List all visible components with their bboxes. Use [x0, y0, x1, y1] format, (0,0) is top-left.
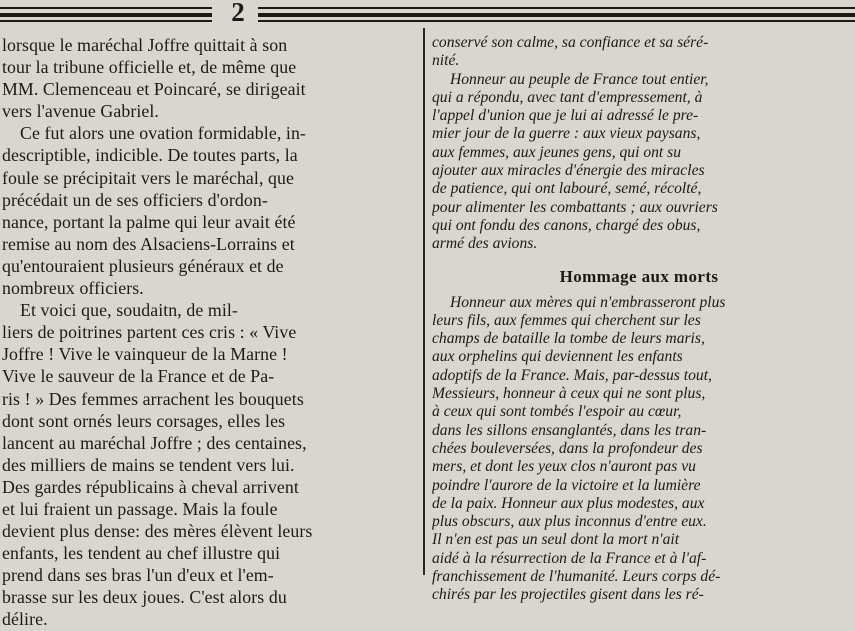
text-line: Des gardes républicains à cheval arrivent: [2, 476, 299, 497]
text-line: tour la tribune officielle et, de même que: [2, 57, 297, 78]
text-line: enfants, les tendent au chef illustre qui: [2, 543, 281, 564]
text-line: adoptifs de la France. Mais, par-dessus tout,: [432, 366, 712, 384]
text-line: des milliers de mains se tendent vers lui.: [2, 454, 295, 475]
text-line: leurs fils, aux femmes qui cherchent sur les: [432, 311, 701, 329]
text-line: l'appel d'union que je lui ai adressé le pre-: [432, 107, 699, 125]
text-line: aux femmes, aux jeunes gens, qui ont su: [432, 143, 682, 161]
text-line: plus obscurs, aux plus inconnus d'entre eux.: [432, 513, 707, 531]
text-line: chées bouleversées, dans la profondeur des: [432, 439, 703, 457]
text-line: vers l'avenue Gabriel.: [2, 101, 159, 122]
text-line: prend dans ses bras l'un d'eux et l'em-: [2, 565, 274, 586]
page-number: 2: [231, 0, 245, 27]
text-line: foule se précipitait vers le maréchal, que: [2, 167, 295, 188]
text-line: conservé son calme, sa confiance et sa séré-: [432, 34, 709, 51]
text-line: mier jour de la guerre : aux vieux paysans,: [432, 125, 701, 143]
text-line: armé des avions.: [432, 235, 538, 253]
text-line: MM. Clemenceau et Poincaré, se dirigeait: [2, 79, 306, 100]
page-header: [0, 0, 855, 27]
text-line: poindre l'aurore de la victoire et la lumière: [432, 476, 701, 494]
text-line: dans les sillons ensanglantés, dans les tran-: [432, 421, 707, 439]
text-line: champs de bataille la tombe de leurs maris,: [432, 330, 705, 348]
text-line: liers de poitrines partent ces cris : « Vive: [2, 322, 297, 343]
text-line: Honneur aux mères qui n'embrasseront plus: [450, 293, 726, 311]
header-rule-line: [0, 20, 212, 22]
article-paragraph: [432, 71, 846, 254]
text-line: Et voici que, soudaitn, de mil-: [20, 300, 238, 321]
text-line: ris ! » Des femmes arrachent les bouquets: [2, 388, 304, 409]
text-line: lorsque le maréchal Joffre quittait à son: [2, 35, 288, 55]
text-line: devient plus dense: des mères élèvent leurs: [2, 521, 313, 542]
text-line: de la paix. Honneur aux plus modestes, aux: [432, 494, 705, 512]
header-rule-line: [258, 20, 855, 22]
text-line: de patience, qui ont labouré, semé, récolté,: [432, 180, 702, 198]
text-line: mers, et dont les yeux clos n'auront pas vu: [432, 458, 696, 476]
text-line: Messieurs, honneur à ceux qui ne sont plus,: [432, 385, 706, 403]
article-paragraph: [432, 294, 846, 605]
text-line: Vive le sauveur de la France et de Pa-: [2, 366, 275, 387]
header-rule-line: [0, 7, 212, 9]
article-paragraph: [432, 34, 846, 71]
text-line: délire.: [2, 609, 48, 630]
text-line: aux orphelins qui deviennent les enfants: [432, 348, 683, 366]
text-line: nance, portant la palme qui leur avait été: [2, 211, 296, 232]
text-line: remise au nom des Alsaciens-Lorrains et: [2, 233, 295, 254]
text-line: qu'entouraient plusieurs généraux et de: [2, 255, 284, 276]
column-divider: [423, 28, 425, 575]
header-rule-line: [0, 13, 212, 17]
text-line: et lui fraient un passage. Mais la foule: [2, 498, 278, 519]
text-line: pour alimenter les combattants ; aux ouvriers: [432, 198, 718, 216]
text-line: chirés par les projectiles gisent dans les ré-: [432, 586, 704, 604]
text-line: Il n'en est pas un seul dont la mort n'ait: [432, 531, 680, 549]
text-line: Joffre ! Vive le vainqueur de la Marne !: [2, 344, 288, 365]
left-column: [2, 34, 416, 631]
text-line: qui ont fondu des canons, chargé des obus,: [432, 216, 701, 234]
header-rule-line: [258, 7, 855, 9]
text-line: nombreux officiers.: [2, 278, 144, 299]
text-line: franchissement de l'humanité. Leurs corps dé-: [432, 568, 721, 586]
text-line: nité.: [432, 52, 460, 70]
text-line: ajouter aux miracles d'énergie des miracles: [432, 162, 705, 180]
text-line: Ce fut alors une ovation formidable, in-: [20, 123, 306, 144]
header-rule-line: [258, 13, 855, 17]
text-line: précédait un de ses officiers d'ordon-: [2, 189, 268, 210]
text-line: lancent au maréchal Joffre ; des centaines,: [2, 432, 307, 453]
right-column: [432, 34, 846, 605]
text-line: Honneur au peuple de France tout entier,: [450, 70, 709, 88]
text-line: dont sont ornés leurs corsages, elles les: [2, 410, 286, 431]
text-line: descriptible, indicible. De toutes parts, la: [2, 145, 298, 166]
text-line: aidé à la résurrection de la France et à l'af-: [432, 549, 707, 567]
text-line: brasse sur les deux joues. C'est alors du: [2, 587, 287, 608]
text-line: à ceux qui sont tombés l'espoir au cœur,: [432, 403, 682, 421]
section-heading: Hommage aux morts: [559, 266, 719, 286]
text-line: qui a répondu, avec tant d'empressement, à: [432, 88, 703, 106]
